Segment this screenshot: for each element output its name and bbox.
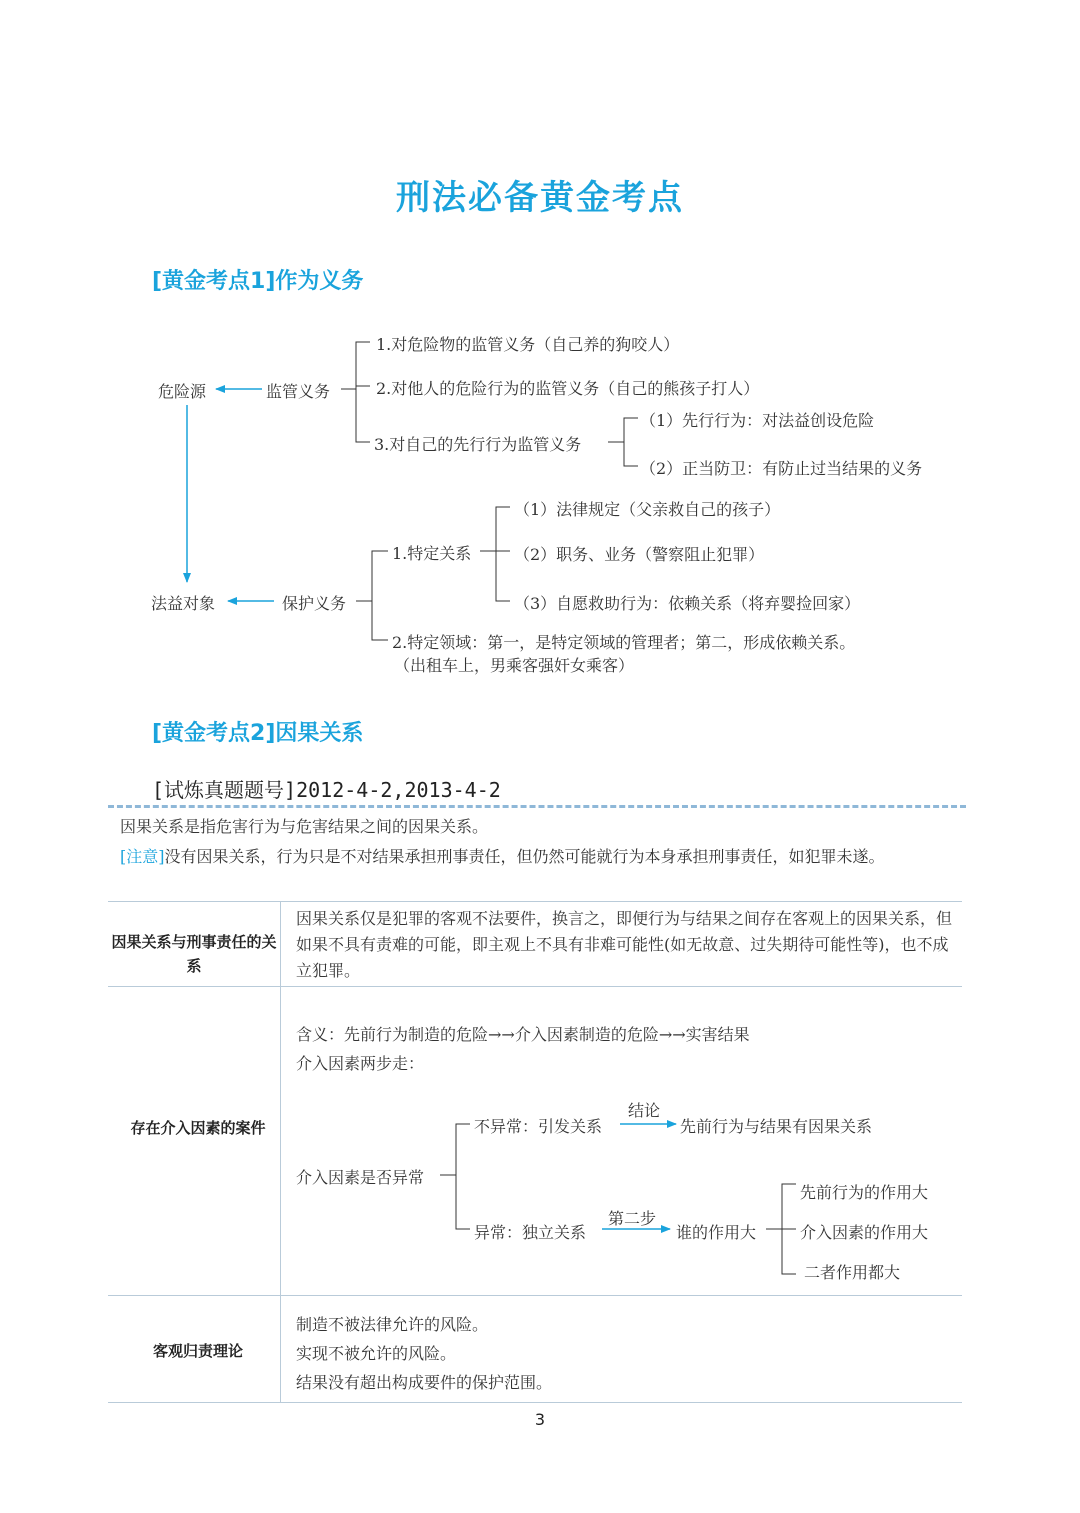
not-abnormal-label: 不异常：引发关系 — [474, 1117, 603, 1136]
abnormal-question: 介入因素是否异常 — [296, 1168, 425, 1187]
row-head-objective-imputation: 客观归责理论 — [152, 1342, 243, 1360]
danger-source-label: 危险源 — [158, 382, 207, 401]
step-two-label: 第二步 — [608, 1209, 657, 1228]
page-number: 3 — [534, 1410, 546, 1429]
supervise-item-3: 3.对自己的先行行为监管义务 — [374, 435, 582, 454]
protect-duty-label: 保护义务 — [282, 594, 347, 613]
imputation-line-2: 实现不被允许的风险。 — [296, 1344, 457, 1363]
special-field-line-2: （出租车上，男乘客强奸女乘客） — [394, 656, 635, 675]
special-relation-item-1: （1）法律规定（父亲救自己的孩子） — [514, 500, 781, 519]
supervise-item-1: 1.对危险物的监管义务（自己养的狗咬人） — [376, 335, 680, 354]
section-heading-2: [黄金考点2]因果关系 — [152, 721, 364, 746]
conclusion-label: 结论 — [628, 1101, 661, 1120]
supervise-item-2: 2.对他人的危险行为的监管义务（自己的熊孩子打人） — [376, 379, 760, 398]
effect-item-3: 二者作用都大 — [804, 1263, 901, 1282]
causation-intro: 因果关系是指危害行为与危害结果之间的因果关系。 — [120, 817, 489, 836]
note-text: 没有因果关系，行为只是不对结果承担刑事责任，但仍然可能就行为本身承担刑事责任，如犯罪未遂。 — [164, 847, 885, 866]
page-title: 刑法必备黄金考点 — [396, 178, 684, 218]
exam-reference: [试炼真题题号]2012-4-2,2013-4-2 — [152, 778, 501, 802]
effect-item-2: 介入因素的作用大 — [800, 1223, 929, 1242]
abnormal-label: 异常：独立关系 — [474, 1223, 587, 1242]
special-field-line-1: 2.特定领域：第一，是特定领域的管理者；第二，形成依赖关系。 — [392, 633, 856, 652]
effect-item-1: 先前行为的作用大 — [800, 1183, 929, 1202]
row-head-intervening-factor: 存在介入因素的案件 — [130, 1119, 266, 1137]
intervening-meaning: 含义：先前行为制造的危险→→介入因素制造的危险→→实害结果 — [296, 1025, 750, 1044]
legal-object-label: 法益对象 — [151, 594, 216, 613]
intervening-two-steps: 介入因素两步走： — [296, 1054, 425, 1073]
row-head-causation-liability: 因果关系与刑事责任的关系 — [111, 933, 277, 975]
special-relation-label: 1.特定关系 — [392, 544, 472, 563]
special-relation-item-2: （2）职务、业务（警察阻止犯罪） — [514, 545, 765, 564]
row-text-causation-liability: 因果关系仅是犯罪的客观不法要件，换言之，即便行为与结果之间存在客观上的因果关系，但如果不具有责难的可能，即主观上不具有非难可能性(如无故意、过失期待可能性等)，也不成立犯罪。 — [296, 909, 953, 980]
special-relation-item-3: （3）自愿救助行为：依赖关系（将弃婴捡回家） — [514, 594, 861, 613]
section-heading-1: [黄金考点1]作为义务 — [152, 269, 364, 294]
supervise-duty-label: 监管义务 — [266, 382, 331, 401]
note-tag: [注意] — [120, 847, 165, 866]
imputation-line-1: 制造不被法律允许的风险。 — [296, 1315, 489, 1334]
imputation-line-3: 结果没有超出构成要件的保护范围。 — [296, 1373, 553, 1392]
prior-act-item-1: （1）先行行为：对法益创设危险 — [640, 411, 875, 430]
whose-effect-label: 谁的作用大 — [676, 1223, 757, 1242]
has-causation-label: 先前行为与结果有因果关系 — [680, 1117, 873, 1136]
prior-act-item-2: （2）正当防卫：有防止过当结果的义务 — [640, 459, 923, 478]
